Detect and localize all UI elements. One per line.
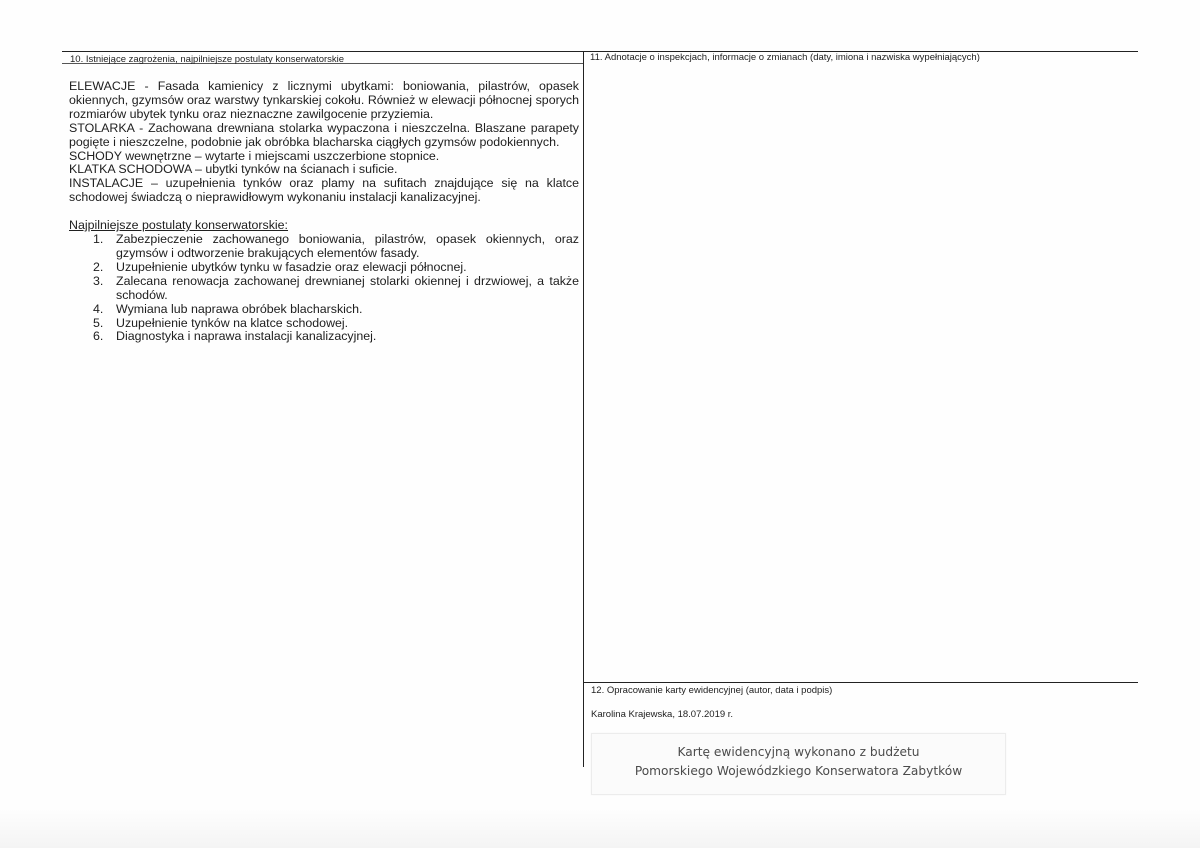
- section10-body: [69, 80, 579, 344]
- list-item: [69, 275, 579, 303]
- list-number: 5.: [93, 315, 104, 330]
- threat-instalacje: INSTALACJE – uzupełnienia tynków oraz plamy na sufitach znajdujące się na klatce schodowej świadczą o nieprawidłowym wykonaniu instalacji kanalizacyjnej.: [69, 176, 579, 205]
- postulates-heading: Najpilniejsze postulaty konserwatorskie:: [69, 218, 289, 233]
- section11-header: 11. Adnotacje o inspekcjach, informacje o zmianach (daty, imiona i nazwiska wypełniających): [590, 52, 980, 63]
- list-text: Zabezpieczenie zachowanego boniowania, pilastrów, opasek okiennych, oraz gzymsów i odtworzenie brakujących elementów fasady.: [116, 232, 579, 260]
- author-line: Karolina Krajewska, 18.07.2019 r.: [591, 709, 734, 720]
- list-item: [69, 261, 579, 275]
- list-item: [69, 303, 579, 317]
- threat-schody: SCHODY wewnętrzne – wytarte i miejscami uszczerbione stopnice.: [69, 148, 440, 163]
- list-text: Uzupełnienie tynków na klatce schodowej.: [116, 315, 349, 330]
- list-number: 2.: [93, 259, 104, 274]
- stamp-line-1: Kartę ewidencyjną wykonano z budżetu: [677, 745, 920, 759]
- list-text: Uzupełnienie ubytków tynku w fasadzie oraz elewacji północnej.: [116, 259, 467, 274]
- column-divider: [583, 51, 584, 767]
- threat-klatka: KLATKA SCHODOWA – ubytki tynków na ścianach i suficie.: [69, 162, 398, 177]
- section12-rule: [583, 682, 1138, 683]
- scan-shadow: [0, 808, 1200, 848]
- list-text: Diagnostyka i naprawa instalacji kanalizacyjnej.: [116, 329, 377, 344]
- section10-header: 10. Istniejące zagrożenia, najpilniejsze postulaty konserwatorskie: [70, 54, 345, 65]
- stamp-line-2: Pomorskiego Wojewódzkiego Konserwatora Zabytków: [634, 764, 963, 778]
- list-number: 4.: [93, 301, 104, 316]
- list-number: 1.: [93, 232, 104, 247]
- list-item: [69, 233, 579, 261]
- postulates-list: [69, 233, 579, 344]
- list-item: [69, 330, 579, 344]
- list-number: 3.: [93, 273, 104, 288]
- list-text: Wymiana lub naprawa obróbek blacharskich.: [116, 301, 363, 316]
- threat-elewacje: ELEWACJE - Fasada kamienicy z licznymi ubytkami: boniowania, pilastrów, opasek okiennych, gzymsów oraz warstwy tynkarskiej cokołu. Również w elewacji północnej sporych rozmiarów ubytek tynku oraz nieznaczne zawilgocenie przyziemia.: [69, 79, 579, 121]
- threat-stolarka: STOLARKA - Zachowana drewniana stolarka wypaczona i nieszczelna. Blaszane parapety pogięte i nieszczelne, podobnie jak obróbka blacharska ciągłych gzymsów podokiennych.: [69, 120, 579, 149]
- section12-header: 12. Opracowanie karty ewidencyjnej (autor, data i podpis): [591, 685, 833, 696]
- list-item: [69, 317, 579, 331]
- list-number: 6.: [93, 329, 104, 344]
- list-text: Zalecana renowacja zachowanej drewnianej stolarki okiennej i drzwiowej, a także schodów.: [116, 273, 579, 302]
- funding-stamp: [591, 733, 1006, 795]
